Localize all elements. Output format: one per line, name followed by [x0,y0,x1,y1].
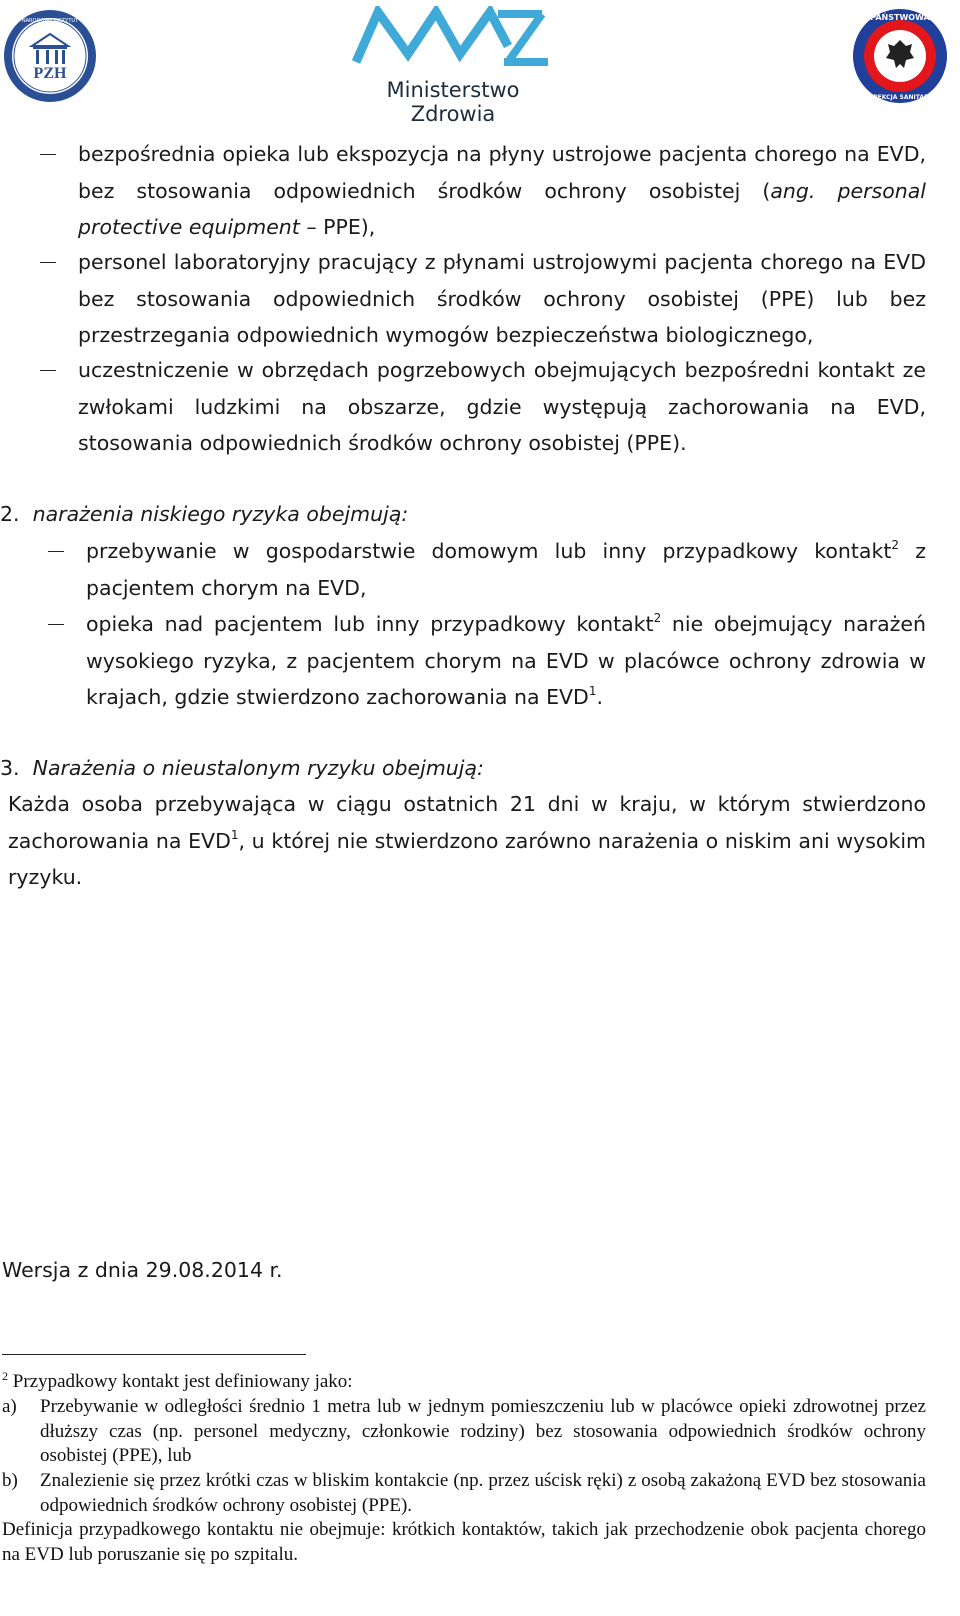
footnote-intro: $^2$ Przypadkowy kontakt jest definiowany jako: [2,1369,353,1392]
svg-text:PAŃSTWOWA: PAŃSTWOWA [870,13,930,22]
footnote-a-label: a) [2,1396,17,1417]
list-dash [40,262,56,263]
section-3-heading: 3. Narażenia o nieustalonym ryzyku obejmują: [0,756,484,780]
list-item: uczestniczenie w obrzędach pogrzebowych obejmujących bezpośredni kontakt ze zwłokami ludzkimi na obszarze, gdzie występują zachorowania na EVD, stosowania odpowiednich środków ochrony osobistej (PPE). [78,358,926,455]
list-item: przebywanie w gospodarstwie domowym lub inny przypadkowy kontakt$^2$ z pacjentem chorym na EVD, [86,538,926,600]
footnote-a-text: Przebywanie w odległości średnio 1 metra lub w jednym pomieszczeniu lub w placówce opieki zdrowotnej przez dłuższy czas (np. personel medyczny, członkowie rodziny) bez stosowania odpowiednich środków ochrony osobistej (PPE), lub [40,1396,926,1466]
list-item: opieka nad pacjentem lub inny przypadkowy kontakt$^2$ nie obejmujący narażeń wysokiego ryzyka, z pacjentem chorym na EVD w placówce ochrony zdrowia w krajach, gdzie stwierdzono zachorowania na EVD$^1$. [86,611,926,709]
footnote-b-label: b) [2,1470,18,1491]
list-dash [40,370,56,371]
footnote-definition: Definicja przypadkowego kontaktu nie obejmuje: krótkich kontaktów, takich jak przechodzenie obok pacjenta chorego na EVD lub poruszanie się po szpitalu. [2,1519,926,1565]
section-2-heading: 2. narażenia niskiego ryzyka obejmują: [0,502,409,526]
ministerstwo-zdrowia-caption: Ministerstwo Zdrowia [386,78,520,126]
footnote-separator [2,1354,306,1355]
pis-logo [850,6,950,106]
svg-text:NARODOWY INSTYTUT: NARODOWY INSTYTUT [21,18,79,24]
list-item: personel laboratoryjny pracujący z płynami ustrojowymi pacjenta chorego na EVD bez stosowania odpowiednich środków ochrony osobistej (PPE) lub bez przestrzegania odpowiednich wymogów bezpieczeństwa biologicznego, [78,250,926,347]
pzh-logo [2,6,98,106]
svg-text:INSPEKCJA SANITARNA: INSPEKCJA SANITARNA [861,94,939,101]
version-date: Wersja z dnia 29.08.2014 r. [2,1258,283,1282]
footnote-b-text: Znalezienie się przez krótki czas w bliskim kontakcie (np. przez uścisk ręki) z osobą zakażoną EVD bez stosowania odpowiednich środków ochrony osobistej (PPE). [40,1470,926,1516]
list-dash [48,551,64,552]
section-3-paragraph: Każda osoba przebywająca w ciągu ostatnich 21 dni w kraju, w którym stwierdzono zachorowania na EVD$^1$, u której nie stwierdzono zarówno narażenia o niskim ani wysokim ryzyku. [8,792,926,889]
svg-text:PZH: PZH [33,65,67,82]
list-item: bezpośrednia opieka lub ekspozycja na płyny ustrojowe pacjenta chorego na EVD, bez stosowania odpowiednich środków ochrony osobistej (ang. personal protective equipment – PPE), [78,142,926,239]
list-dash [48,624,64,625]
list-dash [40,154,56,155]
ministerstwo-zdrowia-logo [348,6,558,126]
